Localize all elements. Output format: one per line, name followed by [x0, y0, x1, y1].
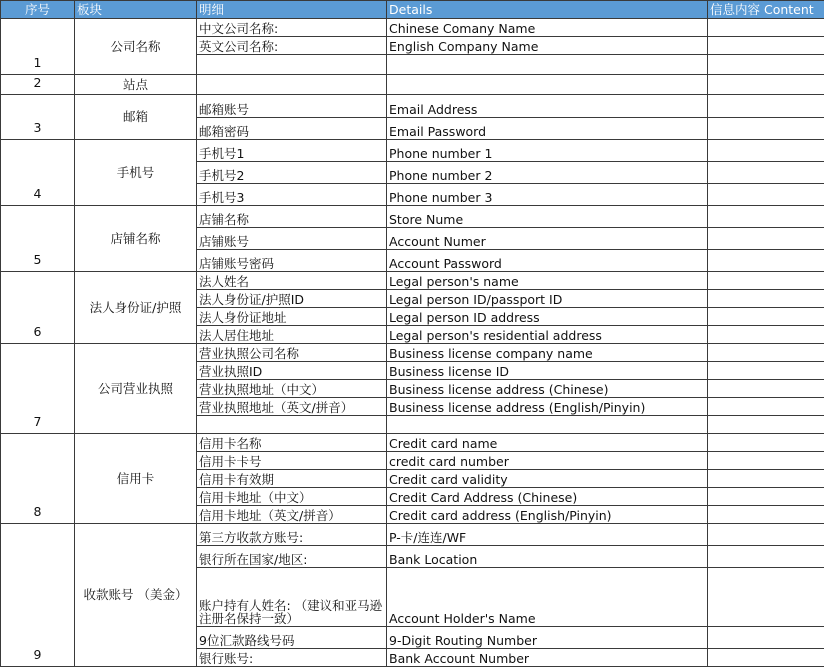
cell-details-en[interactable]: P-卡/连连/WF — [387, 524, 708, 546]
cell-details-en[interactable]: Phone number 1 — [387, 140, 708, 162]
cell-details-en[interactable]: Credit card validity — [387, 470, 708, 488]
table-row — [1, 524, 824, 546]
cell-detail-cn[interactable] — [197, 416, 387, 434]
cell-module[interactable]: 公司名称 — [75, 19, 197, 75]
cell-content[interactable] — [708, 416, 824, 434]
cell-details-en[interactable] — [387, 416, 708, 434]
cell-detail-cn[interactable]: 信用卡地址（英文/拼音） — [197, 506, 387, 524]
cell-detail-cn[interactable]: 邮箱密码 — [197, 118, 387, 140]
cell-detail-cn[interactable]: 营业执照地址（中文） — [197, 380, 387, 398]
cell-no[interactable]: 1 — [1, 19, 75, 75]
table-row — [1, 344, 824, 362]
cell-detail-cn[interactable]: 店铺账号 — [197, 228, 387, 250]
table-row — [1, 75, 824, 95]
cell-details-en[interactable]: Bank Account Number — [387, 649, 708, 667]
cell-detail-cn[interactable]: 法人姓名 — [197, 272, 387, 290]
cell-details-en[interactable]: English Company Name — [387, 37, 708, 55]
cell-content[interactable] — [708, 308, 824, 326]
cell-no[interactable]: 5 — [1, 206, 75, 272]
cell-no[interactable]: 7 — [1, 344, 75, 434]
cell-detail-cn[interactable]: 信用卡名称 — [197, 434, 387, 452]
cell-content[interactable] — [708, 362, 824, 380]
cell-module[interactable]: 店铺名称 — [75, 206, 197, 272]
cell-details-en[interactable] — [387, 55, 708, 75]
cell-content[interactable] — [708, 524, 824, 546]
cell-content[interactable] — [708, 19, 824, 37]
cell-details-en[interactable]: Account Holder's Name — [387, 568, 708, 627]
cell-content[interactable] — [708, 118, 824, 140]
cell-detail-cn[interactable]: 账户持有人姓名: （建议和亚马逊注册名保持一致） — [197, 568, 387, 627]
table-row — [1, 95, 824, 118]
cell-details-en[interactable]: Legal person's residential address — [387, 326, 708, 344]
cell-content[interactable] — [708, 344, 824, 362]
cell-details-en[interactable]: Business license address (Chinese) — [387, 380, 708, 398]
cell-content[interactable] — [708, 140, 824, 162]
cell-details-en[interactable]: Legal person ID address — [387, 308, 708, 326]
header-details-en[interactable]: Details — [387, 1, 708, 19]
cell-details-en[interactable]: credit card number — [387, 452, 708, 470]
cell-detail-cn[interactable]: 法人居住地址 — [197, 326, 387, 344]
cell-details-en[interactable]: Credit card address (English/Pinyin) — [387, 506, 708, 524]
cell-content[interactable] — [708, 95, 824, 118]
cell-content[interactable] — [708, 290, 824, 308]
cell-content[interactable] — [708, 568, 824, 627]
cell-content[interactable] — [708, 627, 824, 649]
cell-content[interactable] — [708, 506, 824, 524]
cell-detail-cn[interactable]: 手机号1 — [197, 140, 387, 162]
cell-detail-cn[interactable]: 手机号2 — [197, 162, 387, 184]
cell-details-en[interactable]: Account Numer — [387, 228, 708, 250]
table-row — [1, 272, 824, 290]
cell-details-en[interactable]: Credit card name — [387, 434, 708, 452]
cell-detail-cn[interactable]: 银行账号: — [197, 649, 387, 667]
cell-details-en[interactable]: Business license address (English/Pinyin) — [387, 398, 708, 416]
cell-content[interactable] — [708, 206, 824, 228]
cell-details-en[interactable]: Email Address — [387, 95, 708, 118]
table-row — [1, 206, 824, 228]
cell-content[interactable] — [708, 75, 824, 95]
cell-no[interactable]: 2 — [1, 75, 75, 95]
cell-detail-cn[interactable]: 手机号3 — [197, 184, 387, 206]
cell-content[interactable] — [708, 488, 824, 506]
cell-content[interactable] — [708, 470, 824, 488]
cell-details-en[interactable]: Bank Location — [387, 546, 708, 568]
cell-detail-cn[interactable] — [197, 75, 387, 95]
cell-module[interactable]: 邮箱 — [75, 95, 197, 140]
cell-module[interactable]: 公司营业执照 — [75, 344, 197, 434]
table-row — [1, 140, 824, 162]
sheet-body — [1, 19, 824, 667]
cell-content[interactable] — [708, 452, 824, 470]
cell-details-en[interactable]: Chinese Comany Name — [387, 19, 708, 37]
cell-detail-cn[interactable]: 营业执照ID — [197, 362, 387, 380]
cell-detail-cn[interactable]: 银行所在国家/地区: — [197, 546, 387, 568]
cell-detail-cn[interactable]: 信用卡卡号 — [197, 452, 387, 470]
cell-content[interactable] — [708, 272, 824, 290]
cell-content[interactable] — [708, 162, 824, 184]
cell-detail-cn[interactable]: 营业执照地址（英文/拼音） — [197, 398, 387, 416]
cell-details-en[interactable]: Store Nume — [387, 206, 708, 228]
cell-detail-cn[interactable]: 邮箱账号 — [197, 95, 387, 118]
cell-details-en[interactable] — [387, 75, 708, 95]
header-module[interactable]: 板块 — [75, 1, 197, 19]
cell-content[interactable] — [708, 649, 824, 667]
cell-detail-cn[interactable]: 店铺名称 — [197, 206, 387, 228]
cell-content[interactable] — [708, 184, 824, 206]
cell-detail-cn[interactable] — [197, 55, 387, 75]
cell-no[interactable]: 9 — [1, 524, 75, 667]
cell-detail-cn[interactable]: 店铺账号密码 — [197, 250, 387, 272]
cell-content[interactable] — [708, 55, 824, 75]
cell-detail-cn[interactable]: 法人身份证地址 — [197, 308, 387, 326]
cell-content[interactable] — [708, 546, 824, 568]
cell-content[interactable] — [708, 398, 824, 416]
cell-detail-cn[interactable]: 法人身份证/护照ID — [197, 290, 387, 308]
cell-content[interactable] — [708, 250, 824, 272]
cell-detail-cn[interactable]: 信用卡地址（中文） — [197, 488, 387, 506]
cell-detail-cn[interactable]: 信用卡有效期 — [197, 470, 387, 488]
cell-details-en[interactable]: Phone number 3 — [387, 184, 708, 206]
cell-content[interactable] — [708, 326, 824, 344]
cell-module[interactable]: 手机号 — [75, 140, 197, 206]
cell-detail-cn[interactable]: 第三方收款方账号: — [197, 524, 387, 546]
cell-details-en[interactable]: Email Password — [387, 118, 708, 140]
cell-detail-cn[interactable]: 中文公司名称: — [197, 19, 387, 37]
cell-details-en[interactable]: Legal person's name — [387, 272, 708, 290]
cell-module[interactable]: 信用卡 — [75, 434, 197, 524]
table-row — [1, 434, 824, 452]
cell-content[interactable] — [708, 228, 824, 250]
cell-no[interactable]: 6 — [1, 272, 75, 344]
cell-details-en[interactable]: Business license ID — [387, 362, 708, 380]
cell-content[interactable] — [708, 380, 824, 398]
cell-detail-cn[interactable]: 营业执照公司名称 — [197, 344, 387, 362]
cell-detail-cn[interactable]: 9位汇款路线号码 — [197, 627, 387, 649]
cell-no[interactable]: 3 — [1, 95, 75, 140]
cell-content[interactable] — [708, 434, 824, 452]
cell-module[interactable]: 法人身份证/护照 — [75, 272, 197, 344]
cell-details-en[interactable]: Account Password — [387, 250, 708, 272]
cell-content[interactable] — [708, 37, 824, 55]
cell-details-en[interactable]: Legal person ID/passport ID — [387, 290, 708, 308]
header-detail-cn[interactable]: 明细 — [197, 1, 387, 19]
table-row — [1, 19, 824, 37]
cell-details-en[interactable]: Phone number 2 — [387, 162, 708, 184]
cell-details-en[interactable]: Business license company name — [387, 344, 708, 362]
cell-details-en[interactable]: 9-Digit Routing Number — [387, 627, 708, 649]
cell-no[interactable]: 8 — [1, 434, 75, 524]
cell-detail-cn[interactable]: 英文公司名称: — [197, 37, 387, 55]
cell-no[interactable]: 4 — [1, 140, 75, 206]
header-content[interactable]: 信息内容 Content — [708, 1, 824, 19]
header-no[interactable]: 序号 — [1, 1, 75, 19]
cell-module[interactable]: 收款账号 （美金） — [75, 524, 197, 667]
cell-details-en[interactable]: Credit Card Address (Chinese) — [387, 488, 708, 506]
header-row — [1, 1, 824, 19]
cell-module[interactable]: 站点 — [75, 75, 197, 95]
